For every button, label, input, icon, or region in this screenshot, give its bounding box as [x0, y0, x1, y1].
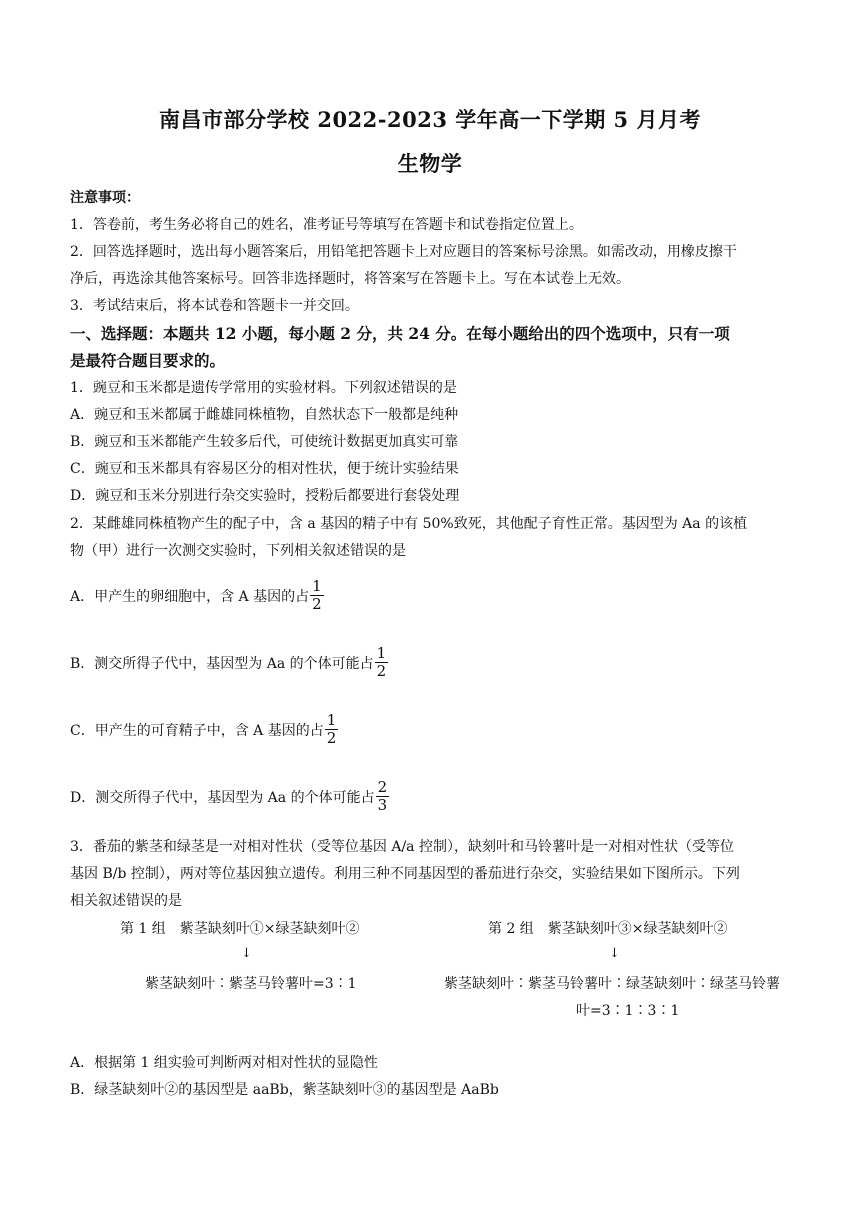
q2-option-b — [70, 645, 388, 680]
fraction-denominator: 2 — [326, 729, 337, 747]
group2-result-line2: 叶=3∶1∶3∶1 — [576, 1003, 680, 1019]
notice-item-2: 2．回答选择题时，选出每小题答案后，用铅笔把答题卡上对应题目的答案标号涂黑。如需改动，用橡皮擦干 — [70, 244, 737, 260]
q1-option-c: C．豌豆和玉米都具有容易区分的相对性状，便于统计实验结果 — [70, 461, 459, 477]
q2-option-b-text: B．测交所得子代中，基因型为 Aa 的个体可能占 — [70, 655, 374, 672]
fraction-numerator: 1 — [326, 711, 337, 729]
fraction-denominator: 3 — [377, 796, 388, 814]
q1-option-b: B．豌豆和玉米都能产生较多后代，可使统计数据更加真实可靠 — [70, 434, 459, 450]
q3-stem-line1: 3．番茄的紫茎和绿茎是一对相对性状（受等位基因 A/a 控制），缺刻叶和马铃薯叶是一对相对性状（受等位 — [70, 839, 734, 855]
notice-item-1: 1．答卷前，考生务必将自己的姓名，准考证号等填写在答题卡和试卷指定位置上。 — [70, 217, 583, 233]
q2-option-c-text: C．甲产生的可育精子中，含 A 基因的占 — [70, 722, 324, 739]
fraction — [310, 578, 324, 613]
fraction-denominator: 2 — [376, 662, 387, 680]
q2-option-a — [70, 578, 324, 613]
subject-title: 生物学 — [397, 151, 463, 176]
notice-heading: 注意事项： — [70, 190, 140, 206]
fraction-numerator: 1 — [376, 644, 387, 662]
q2-option-a-text: A．甲产生的卵细胞中，含 A 基因的占 — [70, 588, 310, 605]
fraction — [375, 645, 389, 680]
notice-item-3: 3．考试结束后，将本试卷和答题卡一并交回。 — [70, 298, 359, 314]
group1-arrow: ↓ — [241, 946, 252, 961]
q1-option-a: A．豌豆和玉米都属于雌雄同株植物，自然状态下一般都是纯种 — [70, 407, 459, 423]
q2-option-d — [70, 779, 389, 814]
fraction — [376, 779, 390, 814]
group2-cross: 第 2 组 紫茎缺刻叶③×绿茎缺刻叶② — [488, 921, 728, 937]
q1-stem: 1．豌豆和玉米都是遗传学常用的实验材料。下列叙述错误的是 — [70, 380, 457, 396]
section-heading-line2: 是最符合题目要求的。 — [70, 351, 226, 370]
group2-result-line1: 紫茎缺刻叶∶紫茎马铃薯叶∶绿茎缺刻叶∶绿茎马铃薯 — [444, 976, 780, 992]
fraction — [325, 712, 339, 747]
fraction-numerator: 2 — [377, 778, 388, 796]
fraction-denominator: 2 — [312, 595, 322, 613]
q3-option-a: A．根据第 1 组实验可判断两对相对性状的显隐性 — [70, 1055, 378, 1071]
notice-item-2-cont: 净后，再选涂其他答案标号。回答非选择题时，将答案写在答题卡上。写在本试卷上无效。 — [70, 271, 630, 287]
group1-cross: 第 1 组 紫茎缺刻叶①×绿茎缺刻叶② — [120, 921, 360, 937]
group1-result: 紫茎缺刻叶∶紫茎马铃薯叶=3∶1 — [145, 976, 357, 992]
q2-option-c — [70, 712, 338, 747]
group2-arrow: ↓ — [609, 946, 620, 961]
q1-option-d: D．豌豆和玉米分别进行杂交实验时，授粉后都要进行套袋处理 — [70, 488, 460, 504]
q2-stem-line2: 物（甲）进行一次测交实验时，下列相关叙述错误的是 — [70, 543, 406, 559]
section-heading-line1: 一、选择题：本题共 12 小题，每小题 2 分，共 24 分。在每小题给出的四个选项中，只有一项 — [70, 324, 730, 343]
q3-stem-line2: 基因 B/b 控制），两对等位基因独立遗传。利用三种不同基因型的番茄进行杂交，实验结果如下图所示。下列 — [70, 866, 740, 882]
q2-option-d-text: D．测交所得子代中，基因型为 Aa 的个体可能占 — [70, 789, 375, 806]
q3-stem-line3: 相关叙述错误的是 — [70, 893, 182, 909]
q3-option-b: B．绿茎缺刻叶②的基因型是 aaBb，紫茎缺刻叶③的基因型是 AaBb — [70, 1082, 499, 1098]
q2-stem-line1: 2．某雌雄同株植物产生的配子中，含 a 基因的精子中有 50%致死，其他配子育性正常。基因型为 Aa 的该植 — [70, 516, 748, 532]
fraction-numerator: 1 — [312, 577, 322, 595]
exam-title: 南昌市部分学校 2022-2023 学年高一下学期 5 月月考 — [159, 107, 701, 132]
